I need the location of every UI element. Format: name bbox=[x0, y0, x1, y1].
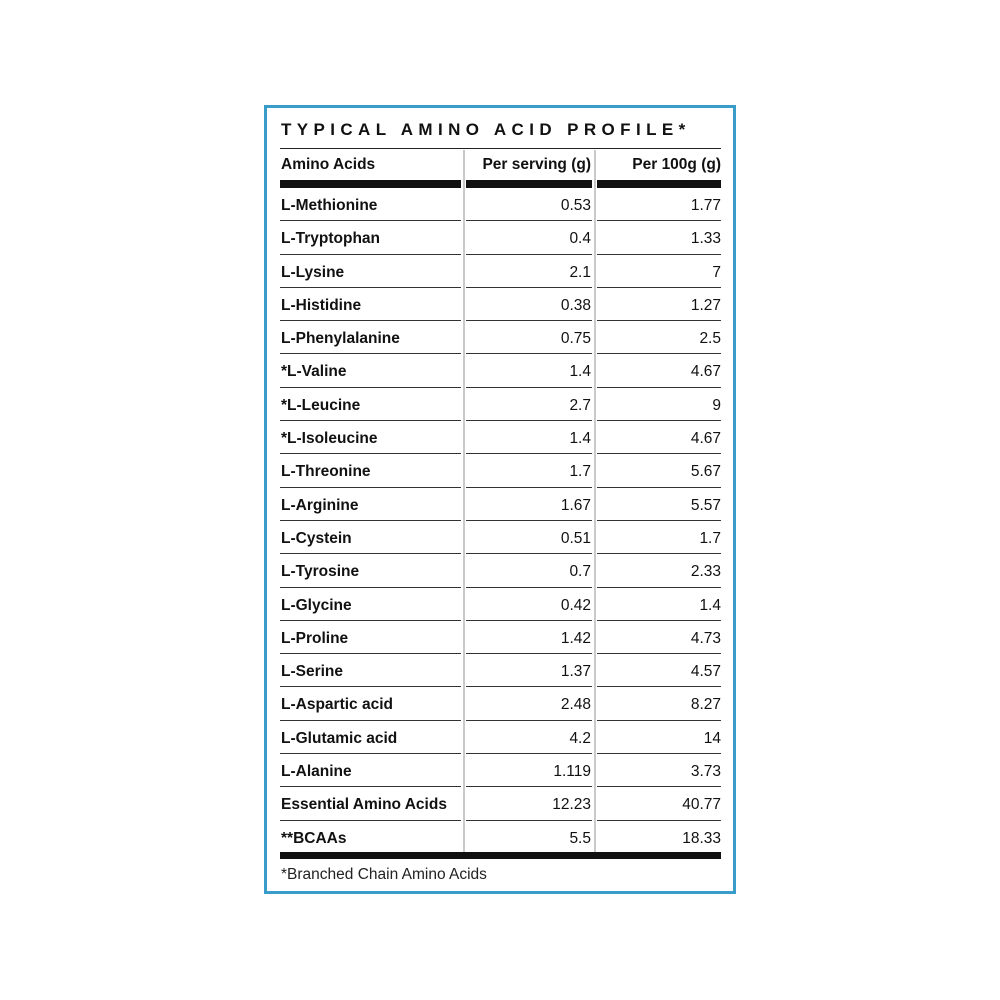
per-serving-value: 2.7 bbox=[569, 396, 591, 414]
per-100g-value: 4.57 bbox=[690, 663, 721, 681]
per-serving-value: 1.4 bbox=[569, 363, 591, 381]
per-serving-value: 1.119 bbox=[553, 763, 591, 781]
per-serving-value: 1.4 bbox=[569, 430, 591, 448]
table-row bbox=[280, 588, 721, 621]
header-per-100g: Per 100g (g) bbox=[632, 156, 721, 173]
per-100g-value: 5.67 bbox=[690, 463, 721, 481]
table-row bbox=[280, 488, 721, 521]
amino-acid-name: L-Phenylalanine bbox=[281, 330, 400, 348]
table-row bbox=[280, 787, 721, 820]
table-row bbox=[280, 721, 721, 754]
amino-acid-name: L-Tryptophan bbox=[281, 230, 381, 248]
per-100g-value: 1.7 bbox=[699, 529, 721, 547]
per-serving-value: 1.7 bbox=[569, 463, 591, 481]
amino-acid-name: L-Arginine bbox=[281, 496, 359, 514]
per-100g-value: 9 bbox=[712, 396, 721, 414]
per-serving-value: 12.23 bbox=[552, 796, 591, 814]
amino-acid-name: *L-Valine bbox=[281, 363, 347, 381]
table-title: TYPICAL AMINO ACID PROFILE* bbox=[281, 120, 691, 139]
per-100g-value: 2.33 bbox=[690, 563, 721, 581]
amino-acid-name: L-Aspartic acid bbox=[281, 696, 393, 714]
per-serving-value: 2.48 bbox=[560, 696, 591, 714]
amino-acid-name: L-Lysine bbox=[281, 263, 345, 281]
table-row bbox=[280, 321, 721, 354]
title-rule bbox=[280, 148, 721, 149]
amino-acid-name: L-Glycine bbox=[281, 596, 352, 614]
per-100g-value: 14 bbox=[703, 729, 721, 747]
per-100g-value: 5.57 bbox=[690, 496, 721, 514]
per-100g-value: 4.67 bbox=[690, 430, 721, 448]
per-100g-value: 7 bbox=[712, 263, 721, 281]
per-serving-value: 0.75 bbox=[560, 330, 591, 348]
per-serving-value: 2.1 bbox=[569, 263, 591, 281]
table-row bbox=[280, 554, 721, 587]
header-amino-acids: Amino Acids bbox=[281, 156, 376, 173]
table-row bbox=[280, 521, 721, 554]
per-serving-value: 1.42 bbox=[560, 629, 591, 647]
amino-acid-name: L-Tyrosine bbox=[281, 563, 360, 581]
table-row bbox=[280, 255, 721, 288]
amino-acid-name: *L-Isoleucine bbox=[281, 430, 378, 448]
amino-acid-name: L-Alanine bbox=[281, 763, 352, 781]
table-row bbox=[280, 654, 721, 687]
per-100g-value: 8.27 bbox=[690, 696, 721, 714]
amino-acid-name: Essential Amino Acids bbox=[281, 796, 447, 814]
per-100g-value: 4.67 bbox=[690, 363, 721, 381]
per-serving-value: 0.7 bbox=[569, 563, 591, 581]
amino-acid-name: L-Histidine bbox=[281, 296, 362, 314]
per-serving-value: 0.51 bbox=[560, 529, 591, 547]
table-row bbox=[280, 621, 721, 654]
per-serving-value: 1.37 bbox=[560, 663, 591, 681]
table-row bbox=[280, 821, 721, 854]
table-body bbox=[280, 188, 721, 854]
per-serving-value: 0.42 bbox=[560, 596, 591, 614]
per-100g-value: 2.5 bbox=[699, 330, 721, 348]
table-row bbox=[280, 687, 721, 720]
amino-acid-name: L-Cystein bbox=[281, 529, 352, 547]
amino-acid-name: *L-Leucine bbox=[281, 396, 361, 414]
per-100g-value: 18.33 bbox=[682, 829, 721, 847]
per-serving-value: 5.5 bbox=[569, 829, 591, 847]
per-100g-value: 1.4 bbox=[699, 596, 721, 614]
per-100g-value: 40.77 bbox=[682, 796, 721, 814]
per-serving-value: 0.4 bbox=[569, 230, 591, 248]
table-row bbox=[280, 454, 721, 487]
per-100g-value: 1.27 bbox=[690, 296, 721, 314]
per-100g-value: 4.73 bbox=[690, 629, 721, 647]
table-row bbox=[280, 221, 721, 254]
per-100g-value: 1.77 bbox=[690, 197, 721, 214]
amino-acid-name: L-Methionine bbox=[281, 197, 378, 214]
header-per-serving: Per serving (g) bbox=[482, 156, 591, 173]
table-row bbox=[280, 354, 721, 387]
amino-acid-name: L-Glutamic acid bbox=[281, 729, 398, 747]
header-bar-3 bbox=[597, 180, 721, 188]
table-row bbox=[280, 421, 721, 454]
header-bar-2 bbox=[466, 180, 592, 188]
per-serving-value: 1.67 bbox=[560, 496, 591, 514]
amino-acid-name: L-Serine bbox=[281, 663, 344, 681]
per-100g-value: 3.73 bbox=[690, 763, 721, 781]
per-serving-value: 4.2 bbox=[569, 729, 591, 747]
table-row bbox=[280, 288, 721, 321]
amino-acid-profile-panel bbox=[264, 105, 736, 894]
footnote: *Branched Chain Amino Acids bbox=[281, 866, 487, 883]
table-row bbox=[280, 188, 721, 221]
per-serving-value: 0.38 bbox=[560, 296, 591, 314]
table-row bbox=[280, 754, 721, 787]
per-serving-value: 0.53 bbox=[560, 197, 591, 214]
amino-acid-name: L-Threonine bbox=[281, 463, 371, 481]
bottom-bar bbox=[280, 852, 721, 859]
table-row bbox=[280, 388, 721, 421]
amino-acid-name: **BCAAs bbox=[281, 829, 347, 847]
amino-acid-name: L-Proline bbox=[281, 629, 349, 647]
per-100g-value: 1.33 bbox=[690, 230, 721, 248]
header-bar-1 bbox=[280, 180, 461, 188]
